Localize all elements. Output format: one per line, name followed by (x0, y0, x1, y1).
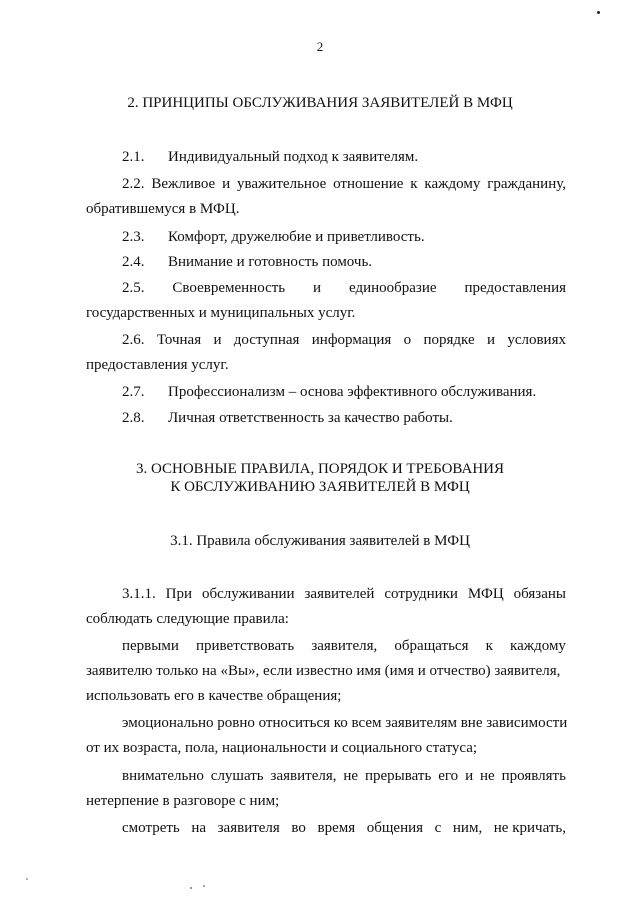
list-item: 2.5. Своевременность и единообразие предоставления (122, 280, 566, 296)
list-item: 2.7. Профессионализм – основа эффективного обслуживания. (122, 384, 537, 400)
list-item: 2.4. Внимание и готовность помочь. (122, 254, 373, 270)
section-2-heading: 2. ПРИНЦИПЫ ОБСЛУЖИВАНИЯ ЗАЯВИТЕЛЕЙ В МФЦ (127, 95, 513, 111)
paragraph-continuation: заявителю только на «Вы», если известно имя (имя и отчество) заявителя, (86, 663, 561, 679)
paragraph: смотреть на заявителя во время общения с ним, не кричать, (122, 820, 566, 836)
section-3-heading-line2: К ОБСЛУЖИВАНИЮ ЗАЯВИТЕЛЕЙ В МФЦ (170, 479, 470, 495)
list-item: 2.6. Точная и доступная информация о порядке и условиях (122, 332, 566, 348)
section-3-heading-line1: 3. ОСНОВНЫЕ ПРАВИЛА, ПОРЯДОК И ТРЕБОВАНИЯ (136, 461, 504, 477)
list-item: 2.2. Вежливое и уважительное отношение к каждому гражданину, (122, 176, 566, 192)
subsection-heading: 3.1. Правила обслуживания заявителей в МФЦ (170, 533, 470, 549)
list-item-continuation: обратившемуся в МФЦ. (86, 201, 240, 217)
paragraph: 3.1.1. При обслуживании заявителей сотрудники МФЦ обязаны (122, 586, 566, 602)
list-item-continuation: предоставления услуг. (86, 357, 229, 373)
paragraph: первыми приветствовать заявителя, обращаться к каждому (122, 638, 566, 654)
scan-speck (26, 878, 28, 880)
page-number: 2 (316, 39, 324, 54)
paragraph-continuation: соблюдать следующие правила: (86, 611, 289, 627)
paragraph-continuation: использовать его в качестве обращения; (86, 688, 342, 704)
list-item: 2.3. Комфорт, дружелюбие и приветливость. (122, 229, 425, 245)
paragraph-continuation: от их возраста, пола, национальности и социального статуса; (86, 740, 478, 756)
list-item-continuation: государственных и муниципальных услуг. (86, 305, 356, 321)
paragraph: внимательно слушать заявителя, не прерывать его и не проявлять (122, 768, 566, 784)
paragraph-continuation: нетерпение в разговоре с ним; (86, 793, 280, 809)
paragraph: эмоционально ровно относиться ко всем заявителям вне зависимости (122, 715, 568, 731)
scan-speck (190, 887, 192, 889)
list-item: 2.8. Личная ответственность за качество работы. (122, 410, 453, 426)
scan-speck (597, 11, 600, 14)
scan-speck (203, 885, 205, 887)
list-item: 2.1. Индивидуальный подход к заявителям. (122, 149, 419, 165)
